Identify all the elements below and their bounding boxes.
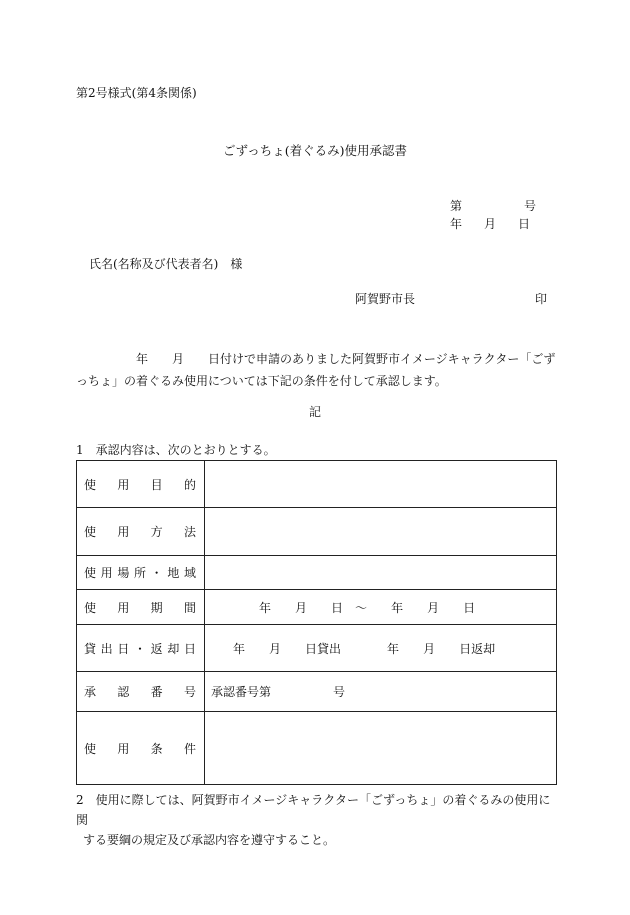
place-value: [205, 556, 557, 590]
issuer: [355, 292, 548, 306]
document-date-line: [450, 218, 530, 230]
table-row: [77, 556, 557, 590]
seal-mark: 印: [535, 292, 548, 306]
item-1: 1 承認内容は、次のとおりとする。: [76, 443, 276, 457]
approval-number-label: 承認番号: [77, 672, 205, 712]
table-row: [77, 672, 557, 712]
period-label: 使用期間: [77, 590, 205, 625]
conditions-value: [205, 712, 557, 785]
body-text: 年 月 日付けで申請のありました阿賀野市イメージキャラクター「ごずっちょ」の着ぐるみ使用については下記の条件を付して承認します。: [76, 352, 556, 388]
purpose-value: [205, 461, 557, 508]
table-row: [77, 461, 557, 508]
number-suffix: 号: [524, 199, 537, 213]
date-day: 日: [518, 217, 531, 231]
approval-number-value: 承認番号第 号: [205, 672, 557, 712]
item-2: [76, 790, 560, 850]
purpose-label: 使用目的: [77, 461, 205, 508]
table-row: [77, 712, 557, 785]
issuer-name: 阿賀野市長: [355, 292, 416, 306]
method-value: [205, 508, 557, 556]
item-2-line-2: する要綱の規定及び承認内容を遵守すること。: [83, 833, 336, 847]
method-label: 使用方法: [77, 508, 205, 556]
document-number-line: [450, 200, 536, 212]
approval-table: [76, 460, 557, 785]
conditions-label: 使用条件: [77, 712, 205, 785]
number-prefix: 第: [450, 199, 463, 213]
form-number: 第2号様式(第4条関係): [76, 86, 197, 100]
date-year: 年: [450, 217, 463, 231]
period-value: 年 月 日 ～ 年 月 日: [205, 590, 557, 625]
lend-label: 貸出日・返却日: [77, 625, 205, 672]
lend-value: 年 月 日貸出 年 月 日返却: [205, 625, 557, 672]
date-month: 月: [484, 217, 497, 231]
item-2-line-1: 2 使用に際しては、阿賀野市イメージキャラクター「ごずっちょ」の着ぐるみの使用に関: [76, 793, 551, 827]
document-title: ごずっちょ(着ぐるみ)使用承認書: [222, 143, 407, 158]
table-row: [77, 625, 557, 672]
recipient-name: 氏名(名称及び代表者名) 様: [89, 257, 243, 271]
table-row: [77, 590, 557, 625]
ki-heading: 記: [308, 405, 321, 419]
table-row: [77, 508, 557, 556]
place-label: 使用場所・地域: [77, 556, 205, 590]
